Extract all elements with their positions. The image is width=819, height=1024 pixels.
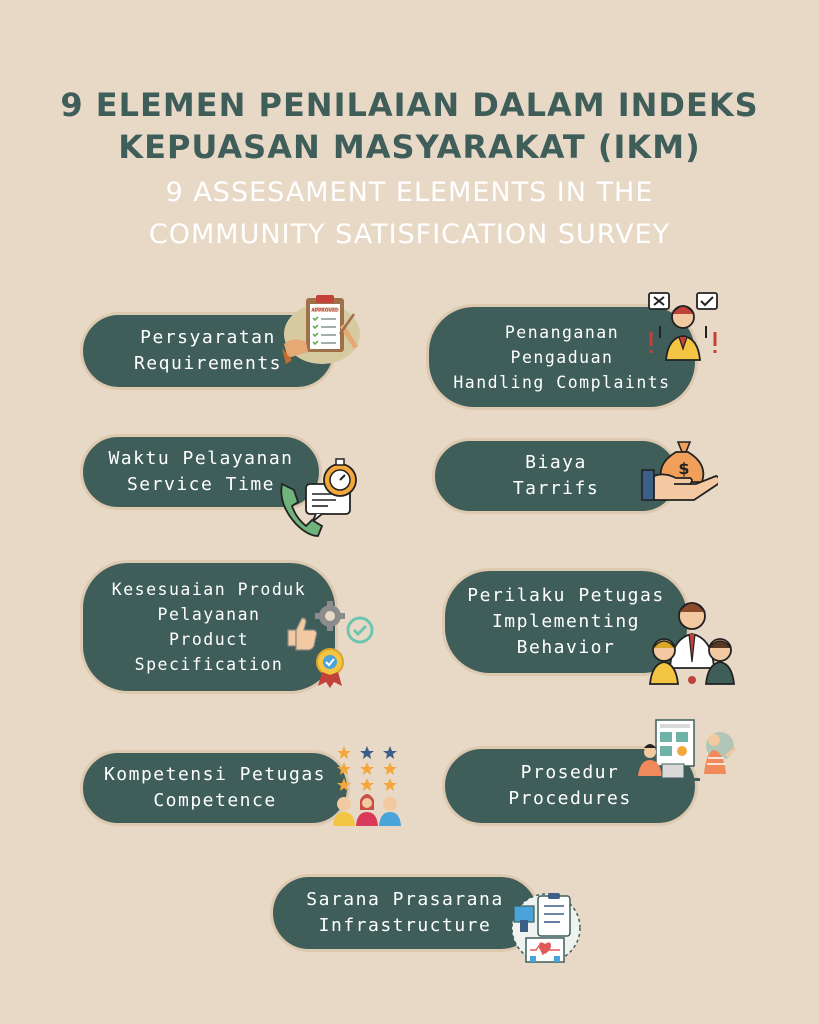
customer-service-icon: [646, 290, 720, 364]
tariffs-label-en: Tarrifs: [512, 478, 600, 499]
svg-text:APPROVED: APPROVED: [311, 308, 339, 314]
complaints-label-id-2: Pengaduan: [510, 347, 614, 367]
tariffs-label-id: Biaya: [525, 452, 587, 473]
element-infrastructure: [270, 874, 540, 952]
competence-label-en: Competence: [153, 790, 277, 811]
requirements-label-id: Persyaratan: [140, 327, 276, 348]
page-title: [0, 84, 819, 168]
product-label-id-2: Pelayanan: [157, 605, 261, 624]
meeting-board-icon: [636, 718, 740, 788]
staff-team-icon: [648, 598, 736, 686]
infrastructure-label-en: Infrastructure: [318, 915, 492, 936]
title-line-2: KEPUASAN MASYARAKAT (IKM): [118, 128, 701, 166]
money-bag-hand-icon: [640, 436, 718, 506]
product-label-id-1: Kesesuaian Produk: [111, 580, 307, 599]
rated-people-icon: [330, 742, 404, 828]
approved-clipboard-icon: [280, 294, 362, 366]
service-time-label-en: Service Time: [126, 474, 276, 495]
thumbs-up-gear-badge-icon: [284, 600, 376, 688]
requirements-label-en: Requirements: [133, 353, 283, 374]
subtitle-line-1: 9 ASSESAMENT ELEMENTS IN THE: [165, 177, 654, 208]
competence-label-id: Kompetensi Petugas: [103, 764, 327, 785]
subtitle-line-2: COMMUNITY SATISFICATION SURVEY: [148, 219, 671, 250]
hospital-infrastructure-icon: [504, 890, 586, 966]
complaints-label-id-1: Penanganan: [504, 322, 620, 342]
page-subtitle: [0, 172, 819, 256]
svg-text:$: $: [678, 459, 690, 478]
service-time-label-id: Waktu Pelayanan: [108, 448, 294, 469]
behavior-label-en-2: Behavior: [516, 637, 616, 658]
product-label-en-2: Specification: [134, 655, 284, 674]
element-competence: [80, 750, 350, 826]
phone-stopwatch-icon: [278, 456, 364, 540]
behavior-label-en-1: Implementing: [491, 611, 641, 632]
behavior-label-id: Perilaku Petugas: [467, 585, 665, 606]
procedures-label-en: Procedures: [508, 788, 632, 809]
product-label-en-1: Product: [168, 630, 250, 649]
complaints-label-en: Handling Complaints: [453, 372, 671, 392]
infrastructure-label-id: Sarana Prasarana: [306, 889, 504, 910]
title-line-1: 9 ELEMEN PENILAIAN DALAM INDEKS: [60, 86, 759, 124]
procedures-label-id: Prosedur: [520, 762, 620, 783]
